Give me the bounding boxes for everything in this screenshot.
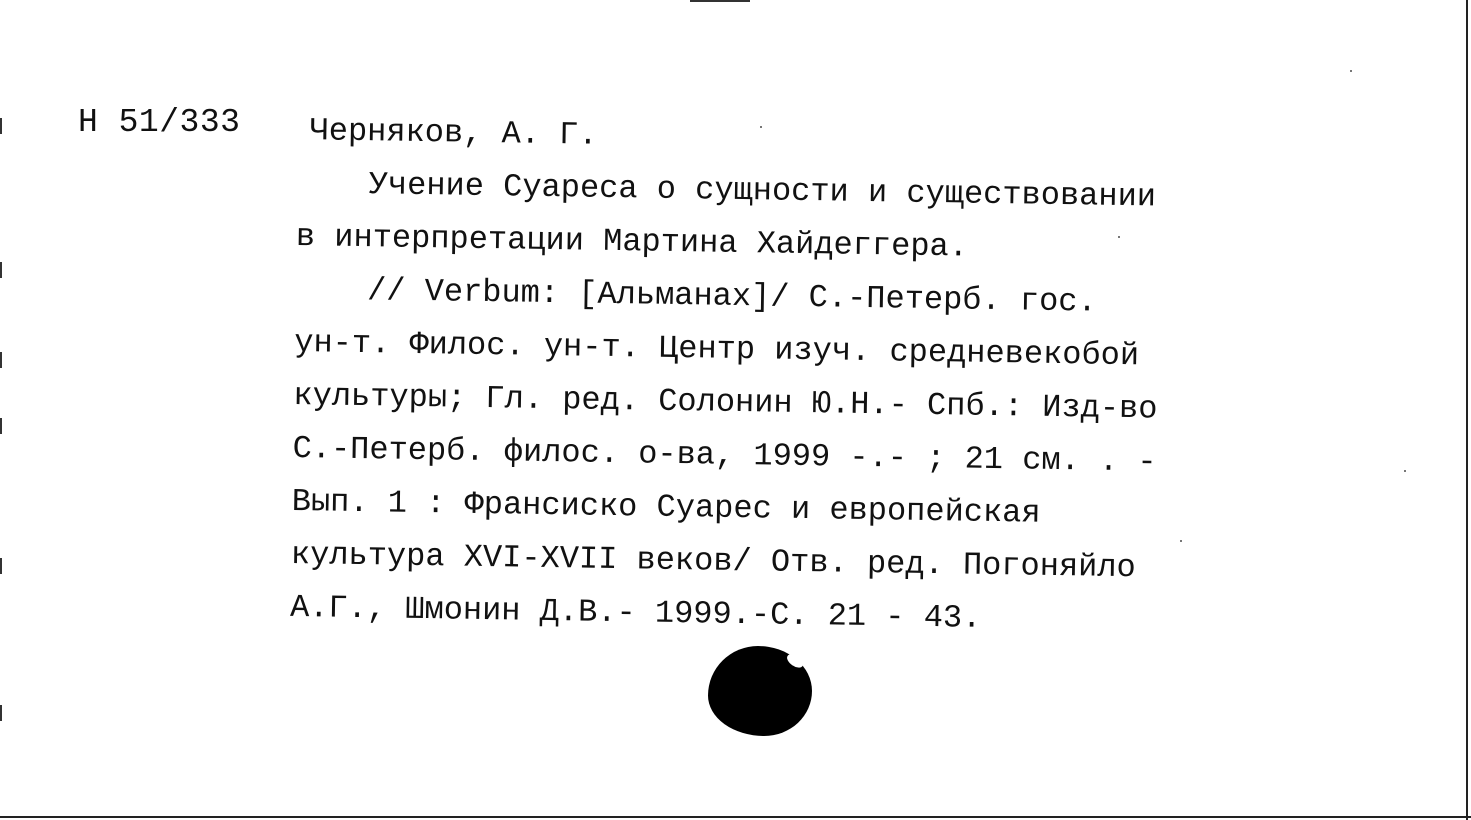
card-right-edge [1466,0,1468,820]
source-line: культура XVI-XVII веков/ Отв. ред. Погоняйло [290,535,1137,587]
scan-edge-mark [0,558,2,574]
title-line: в интерпретации Мартина Хайдеггера. [295,217,969,266]
title-line: Учение Суареса о сущности и существовании [368,166,1157,216]
card-punch-hole [708,646,812,736]
source-line: С.-Петерб. филос. о-ва, 1999 -.- ; 21 см. . - [292,429,1157,481]
scan-edge-mark [0,352,2,368]
scan-speck [1118,236,1120,238]
source-line: культуры; Гл. ред. Солонин Ю.Н.- Спб.: Изд-во [293,376,1158,428]
scan-speck [760,126,762,128]
scan-edge-mark [0,705,2,721]
scan-speck [1180,540,1182,542]
source-line: // Verbum: [Альманах]/ С.-Петерб. гос. [366,272,1097,321]
source-line: ун-т. Филос. ун-т. Центр изуч. средневекобой [293,323,1140,375]
scan-edge-mark [0,118,2,134]
source-line: Вып. 1 : Франсиско Суарес и европейская [291,482,1041,532]
scan-edge-mark [0,418,2,434]
source-line: А.Г., Шмонин Д.В.- 1999.-С. 21 - 43. [289,588,982,637]
scan-edge-mark [0,262,2,278]
shelf-mark: Н 51/333 [78,104,241,141]
bibliographic-entry [290,104,1258,649]
author-line: Черняков, А. Г. [309,112,598,154]
scan-edge-mark [690,0,750,2]
scan-speck [1350,70,1352,72]
card-bottom-edge [0,816,1471,818]
scan-speck [1404,470,1406,472]
